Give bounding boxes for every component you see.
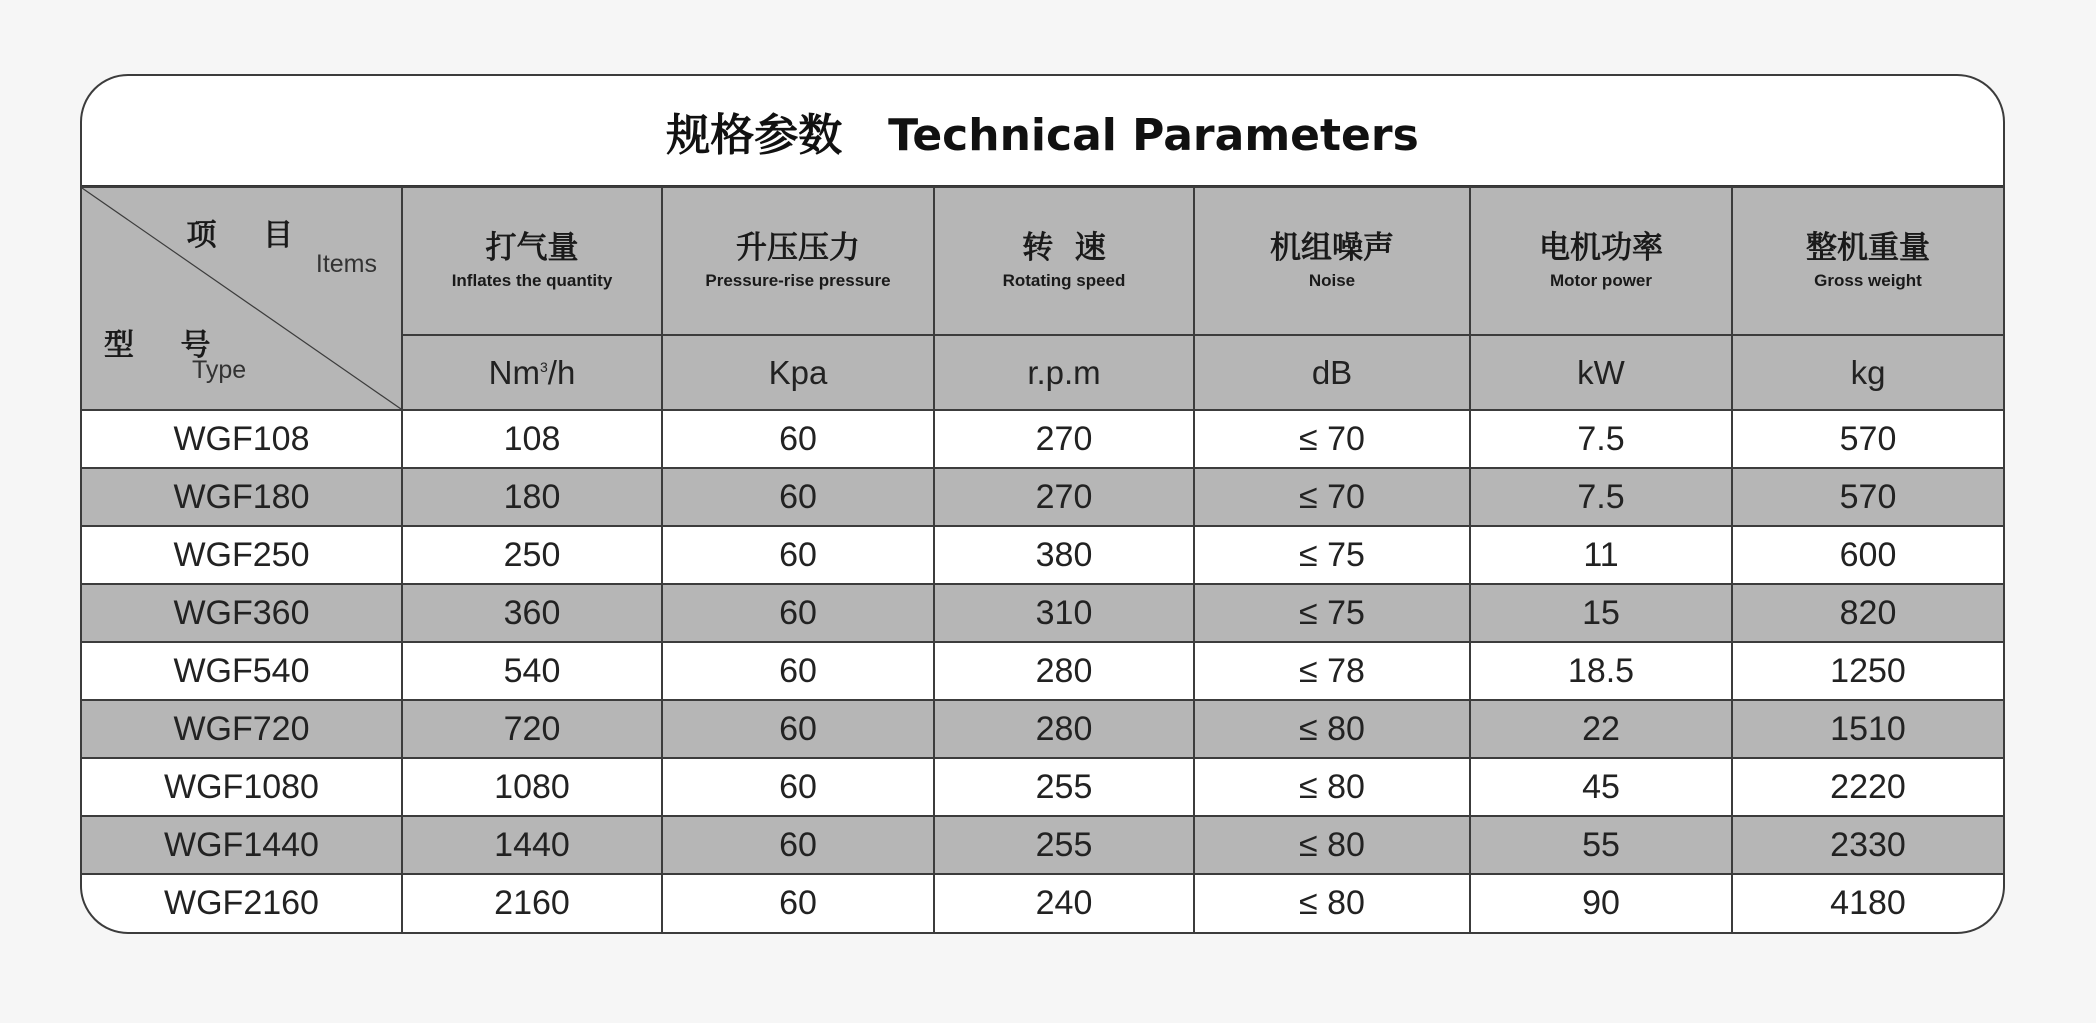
- model-cell: WGF250: [82, 526, 402, 584]
- pressure-cell: 60: [662, 816, 934, 874]
- unit-label: dB: [1311, 353, 1353, 391]
- quantity-cell: 180: [402, 468, 662, 526]
- power-cell: 18.5: [1470, 642, 1732, 700]
- pressure-cell: 60: [662, 874, 934, 932]
- power-cell: 15: [1470, 584, 1732, 642]
- noise-cell: ≤ 70: [1194, 410, 1470, 468]
- unit-cell-power: [1470, 335, 1732, 410]
- unit-cell-speed: [934, 335, 1194, 410]
- header-zh: 整机重量: [1806, 230, 1930, 267]
- column-header-speed: [934, 187, 1194, 335]
- speed-cell: 280: [934, 642, 1194, 700]
- speed-cell: 255: [934, 758, 1194, 816]
- model-cell: WGF720: [82, 700, 402, 758]
- quantity-cell: 250: [402, 526, 662, 584]
- noise-cell: ≤ 80: [1194, 874, 1470, 932]
- speed-cell: 240: [934, 874, 1194, 932]
- pressure-cell: 60: [662, 758, 934, 816]
- header-zh: 转 速: [1022, 230, 1106, 267]
- header-en: Gross weight: [1814, 270, 1922, 290]
- column-header-quantity: [402, 187, 662, 335]
- weight-cell: 1510: [1732, 700, 2003, 758]
- table-row: [82, 526, 2003, 584]
- header-zh: 机组噪声: [1270, 230, 1394, 267]
- pressure-cell: 60: [662, 410, 934, 468]
- power-cell: 22: [1470, 700, 1732, 758]
- quantity-cell: 1440: [402, 816, 662, 874]
- quantity-cell: 720: [402, 700, 662, 758]
- quantity-cell: 1080: [402, 758, 662, 816]
- model-cell: WGF2160: [82, 874, 402, 932]
- pressure-cell: 60: [662, 700, 934, 758]
- header-en: Motor power: [1550, 270, 1652, 290]
- quantity-cell: 2160: [402, 874, 662, 932]
- weight-cell: 570: [1732, 410, 2003, 468]
- pressure-cell: 60: [662, 468, 934, 526]
- speed-cell: 310: [934, 584, 1194, 642]
- power-cell: 7.5: [1470, 410, 1732, 468]
- noise-cell: ≤ 80: [1194, 816, 1470, 874]
- noise-cell: ≤ 70: [1194, 468, 1470, 526]
- model-cell: WGF180: [82, 468, 402, 526]
- column-header-pressure: [662, 187, 934, 335]
- weight-cell: 600: [1732, 526, 2003, 584]
- power-cell: 90: [1470, 874, 1732, 932]
- unit-cell-quantity: [402, 335, 662, 410]
- unit-cell-pressure: [662, 335, 934, 410]
- unit-label: Nm$^3$/h: [488, 353, 576, 391]
- header-en: Pressure-rise pressure: [705, 270, 891, 290]
- table-title: 规格参数 Technical Parameters: [82, 76, 2003, 188]
- model-cell: WGF1440: [82, 816, 402, 874]
- table-row: [82, 816, 2003, 874]
- header-row-titles: [82, 187, 2003, 335]
- corner-header-cell: [82, 187, 402, 410]
- table-row: [82, 874, 2003, 932]
- header-zh: 打气量: [485, 230, 579, 267]
- model-cell: WGF540: [82, 642, 402, 700]
- header-zh: 电机功率: [1539, 230, 1663, 267]
- header-zh: 升压压力: [736, 230, 860, 267]
- unit-cell-noise: [1194, 335, 1470, 410]
- pressure-cell: 60: [662, 584, 934, 642]
- items-label-en: Items: [315, 250, 377, 278]
- unit-label: kg: [1850, 353, 1886, 391]
- speed-cell: 270: [934, 468, 1194, 526]
- model-cell: WGF1080: [82, 758, 402, 816]
- noise-cell: ≤ 80: [1194, 700, 1470, 758]
- table-row: [82, 758, 2003, 816]
- table-row: [82, 584, 2003, 642]
- quantity-cell: 360: [402, 584, 662, 642]
- table-row: [82, 700, 2003, 758]
- table-row: [82, 642, 2003, 700]
- unit-label: kW: [1577, 353, 1625, 391]
- noise-cell: ≤ 78: [1194, 642, 1470, 700]
- weight-cell: 570: [1732, 468, 2003, 526]
- noise-cell: ≤ 75: [1194, 526, 1470, 584]
- power-cell: 45: [1470, 758, 1732, 816]
- quantity-cell: 108: [402, 410, 662, 468]
- type-label-zh: 型 号: [104, 328, 229, 363]
- type-label-en: Type: [192, 356, 247, 384]
- speed-cell: 380: [934, 526, 1194, 584]
- column-header-weight: [1732, 187, 2003, 335]
- model-cell: WGF108: [82, 410, 402, 468]
- model-cell: WGF360: [82, 584, 402, 642]
- pressure-cell: 60: [662, 642, 934, 700]
- table-row: [82, 410, 2003, 468]
- noise-cell: ≤ 75: [1194, 584, 1470, 642]
- speed-cell: 280: [934, 700, 1194, 758]
- weight-cell: 2220: [1732, 758, 2003, 816]
- table-row: [82, 468, 2003, 526]
- weight-cell: 1250: [1732, 642, 2003, 700]
- weight-cell: 820: [1732, 584, 2003, 642]
- column-header-power: [1470, 187, 1732, 335]
- column-header-noise: [1194, 187, 1470, 335]
- power-cell: 11: [1470, 526, 1732, 584]
- unit-label: Kpa: [768, 353, 828, 391]
- speed-cell: 270: [934, 410, 1194, 468]
- pressure-cell: 60: [662, 526, 934, 584]
- unit-label: r.p.m: [1027, 353, 1101, 391]
- power-cell: 7.5: [1470, 468, 1732, 526]
- unit-cell-weight: [1732, 335, 2003, 410]
- weight-cell: 4180: [1732, 874, 2003, 932]
- power-cell: 55: [1470, 816, 1732, 874]
- header-en: Inflates the quantity: [451, 270, 613, 290]
- noise-cell: ≤ 80: [1194, 758, 1470, 816]
- quantity-cell: 540: [402, 642, 662, 700]
- items-label-zh: 项 目: [186, 218, 311, 253]
- speed-cell: 255: [934, 816, 1194, 874]
- header-en: Noise: [1308, 270, 1356, 290]
- header-en: Rotating speed: [1002, 270, 1126, 290]
- technical-parameters-table: [82, 186, 2003, 932]
- spec-table-frame: [80, 74, 2005, 934]
- weight-cell: 2330: [1732, 816, 2003, 874]
